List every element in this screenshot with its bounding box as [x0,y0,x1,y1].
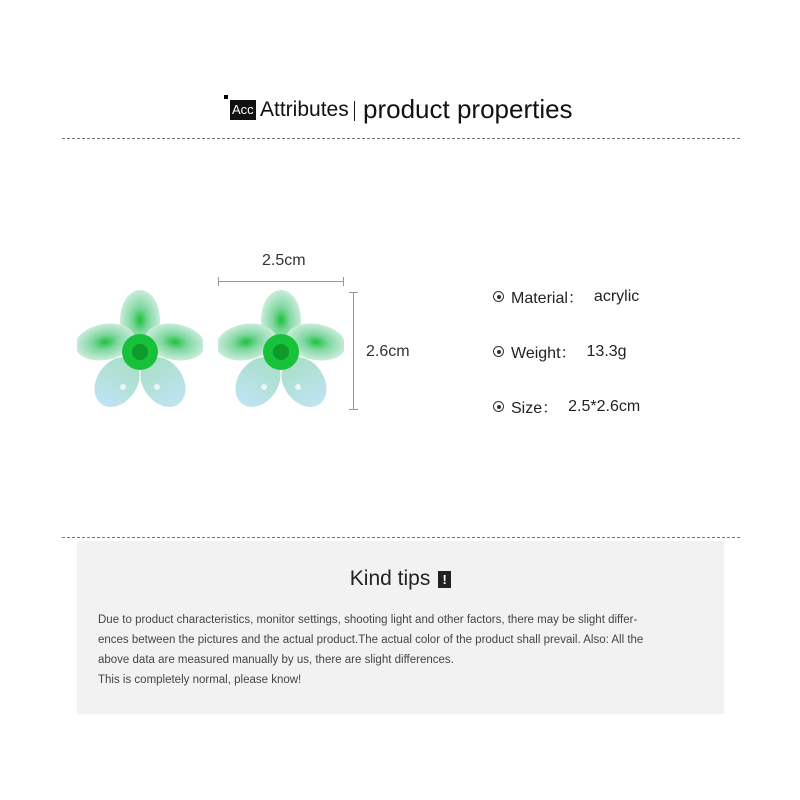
tips-line: ences between the pictures and the actual product.The actual color of the product shall prevail. Also: All the [98,634,644,646]
header-dot [224,95,228,99]
tips-body [98,610,710,690]
spec-weight [493,340,627,363]
warning-icon: ! [438,571,451,588]
bullet-circle-icon [493,291,504,302]
spec-value: 13.3g [586,342,627,360]
bullet-circle-icon [493,346,504,357]
spec-label: Size： [511,400,559,417]
section-header [0,92,800,128]
width-dimension-line [218,281,344,282]
kind-tips-panel [77,541,724,714]
tips-title: Kind tips [349,567,431,590]
tips-heading [77,567,724,591]
flower-clip-image-right [218,290,344,412]
height-dimension-line [353,292,354,410]
divider-top [62,138,740,139]
spec-value: acrylic [593,287,640,305]
header-attributes-label: Attributes [260,98,349,121]
spec-material [493,285,639,308]
spec-value: 2.5*2.6cm [568,397,641,415]
spec-size [493,395,640,418]
bullet-circle-icon [493,401,504,412]
page-title: product properties [363,94,573,124]
spec-label: Weight： [511,345,577,362]
tips-line: This is completely normal, please know! [98,674,302,686]
spec-label: Material： [511,290,584,307]
width-label: 2.5cm [262,252,306,269]
tips-line: above data are measured manually by us, there are slight differences. [98,654,454,666]
tips-line: Due to product characteristics, monitor settings, shooting light and other factors, there may be slight differ- [98,614,638,626]
header-separator [354,101,355,121]
header-badge: Acc [230,100,256,120]
flower-clip-image-left [77,290,203,412]
divider-bottom [62,537,740,538]
height-label: 2.6cm [366,343,410,360]
